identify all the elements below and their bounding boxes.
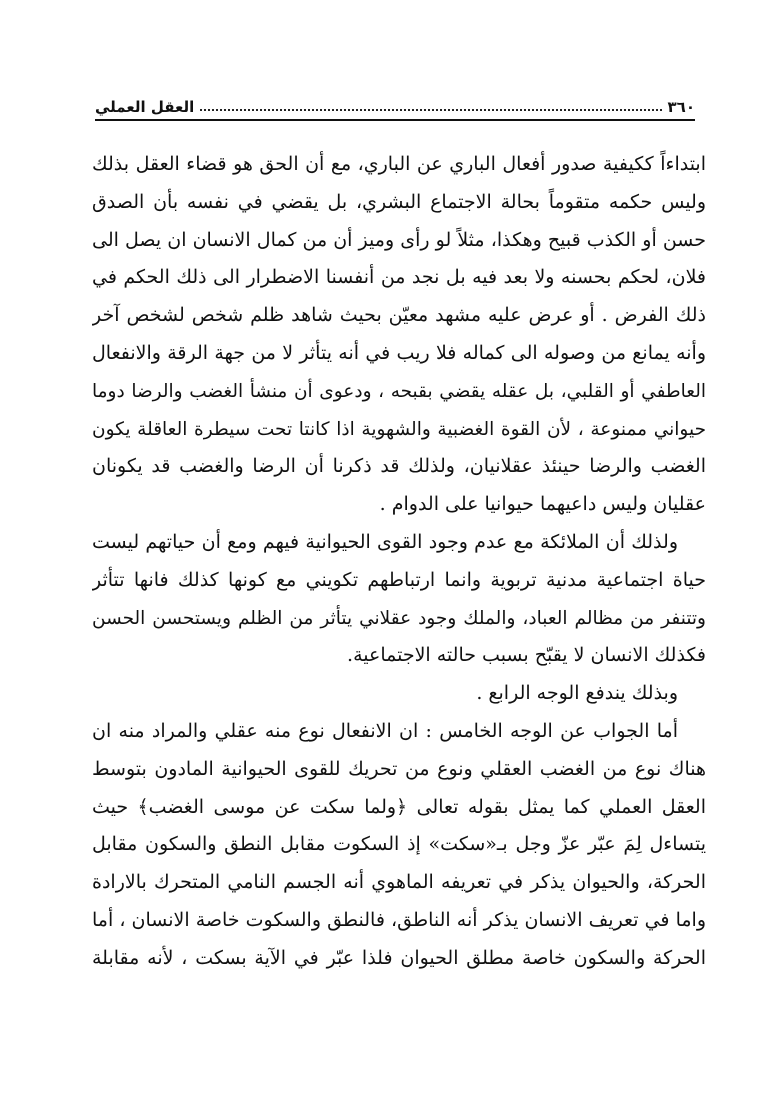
text-line: يتساءل لِمَ عبّر عزّ وجل بـ«سكت» إذ السكوت مقابل النطق والسكون مقابل bbox=[92, 833, 706, 856]
text-line: فكذلك الانسان لا يقبّح بسبب حالته الاجتماعية. bbox=[347, 644, 706, 667]
text-line: وتتنفر من مظالم العباد، والملك وجود عقلاني يتأثر من الظلم ويستحسن الحسن bbox=[92, 607, 706, 629]
text-line: هناك نوع من الغضب العقلي ونوع من تحريك للقوى الحيوانية المادون بتوسط bbox=[92, 757, 706, 780]
text-line: وبذلك يندفع الوجه الرابع . bbox=[476, 682, 678, 705]
text-line: ولذلك أن الملائكة مع عدم وجود القوى الحيوانية فيهم ومع أن حياتهم ليست bbox=[92, 530, 678, 553]
text-line: ذلك الفرض . أو عرض عليه مشهد معيّن بحيث شاهد ظلم شخص لشخص آخر bbox=[92, 304, 706, 327]
text-line: فلان، لحكم بحسنه ولا بعد فيه بل نجد من أنفسنا الاضطرار الى ذلك الحكم في bbox=[92, 266, 706, 289]
text-line: عقليان وليس داعيهما حيوانيا على الدوام . bbox=[379, 493, 706, 516]
text-line: وليس حكمه متقوماً بحالة الاجتماع البشري، بل يقضي في نفسه بأن الصدق bbox=[92, 190, 706, 213]
running-title: العقل العملي bbox=[95, 98, 195, 116]
text-line: ابتداءاً ككيفية صدور أفعال الباري عن الباري، مع أن الحق هو قضاء العقل بذلك bbox=[92, 153, 706, 175]
text-line: واما في تعريف الانسان يذكر أنه الناطق، فالنطق والسكوت خاصة الانسان ، أما bbox=[92, 908, 706, 931]
header-rule bbox=[95, 119, 695, 121]
text-line: العقل العملي كما يمثل بقوله تعالى ﴿ولما سكت عن موسى الغضب﴾ حيث bbox=[92, 795, 706, 818]
page-number: ٣٦٠ bbox=[667, 98, 695, 116]
text-line: حياة اجتماعية مدنية تربوية وانما ارتباطهم تكويني مع كونها كذلك فانها تتأثر bbox=[92, 568, 706, 591]
text-line: حسن أو الكذب قبيح وهكذا، مثلاً لو رأى وميز أن من كمال الانسان ان يصل الى bbox=[92, 228, 706, 251]
text-line: الحركة والسكون خاصة مطلق الحيوان فلذا عبّر في الآية بسكت ، لأنه مقابلة bbox=[92, 946, 706, 969]
text-line: أما الجواب عن الوجه الخامس : ان الانفعال نوع منه عقلي والمراد منه ان bbox=[92, 719, 678, 742]
text-line: حيواني ممنوعة ، لأن القوة الغضبية والشهوية اذا كانتا تحت سيطرة العاقلة يكون bbox=[92, 418, 706, 440]
body-text bbox=[92, 146, 706, 978]
text-line: وأنه يمانع من وصوله الى كماله فلا ريب في أنه يتأثر لا من جهة الرقة والانفعال bbox=[92, 341, 706, 364]
header-dot-leader bbox=[200, 108, 661, 111]
text-line: الغضب والرضا حينئذ عقلانيان، ولذلك قد ذكرنا أن الرضا والغضب قد يكونان bbox=[92, 455, 706, 478]
text-line: العاطفي أو القلبي، بل عقله يقضي بقبحه ، ودعوى أن منشأ الغضب والرضا دوما bbox=[92, 380, 706, 402]
text-line: الحركة، والحيوان يذكر في تعريفه الماهوي أنه الجسم النامي المتحرك بالارادة bbox=[92, 871, 706, 894]
running-header bbox=[95, 90, 695, 116]
